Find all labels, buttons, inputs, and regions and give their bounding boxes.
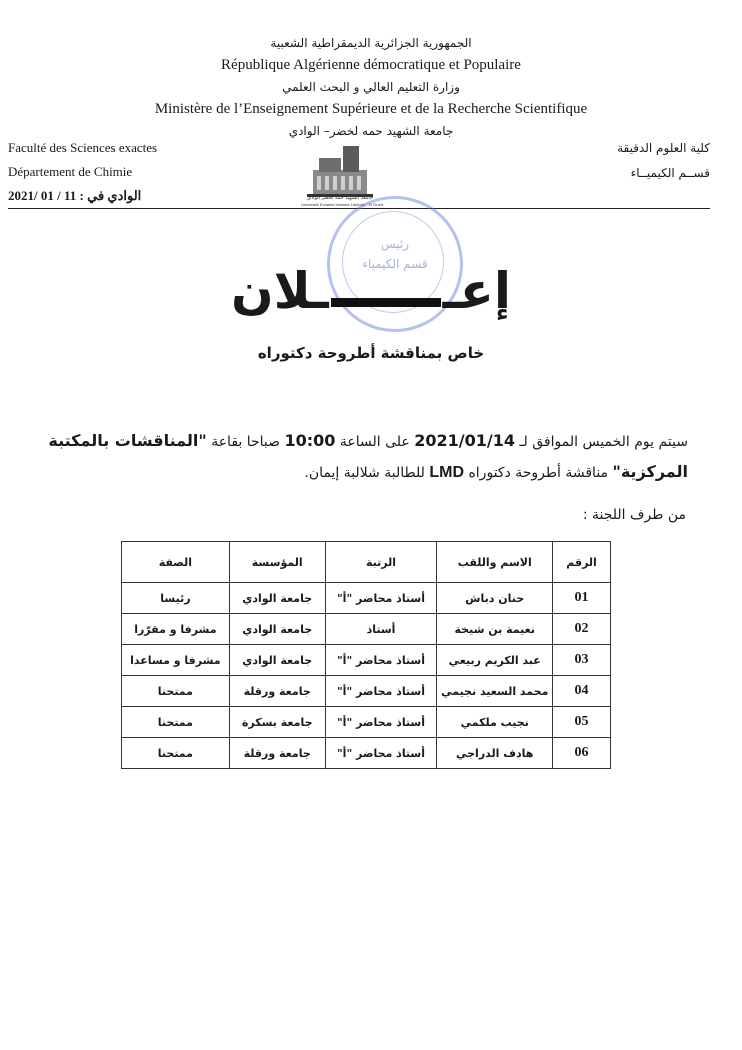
member-rank: أستاذ محاضر "أ": [325, 645, 437, 676]
body-intro: سيتم يوم الخميس الموافق لـ: [519, 434, 688, 450]
title-kashida: [331, 298, 441, 307]
body-at-time: على الساعة: [339, 434, 410, 450]
ministry-arabic: وزارة التعليم العالي و البحث العلمي: [282, 80, 460, 94]
committee-table-wrapper: [121, 541, 611, 769]
header-role: الصفة: [122, 542, 230, 583]
member-name: عبد الكريم ربيعي: [437, 645, 553, 676]
row-number: 06: [553, 738, 611, 769]
row-number: 03: [553, 645, 611, 676]
faculty-arabic: كلية العلوم الدقيقة: [617, 141, 710, 155]
logo-caption-arabic: جامعة الشهيد حمه لخضر الوادي: [306, 195, 374, 201]
member-name: محمد السعيد نجيمي: [437, 676, 553, 707]
header-rank: الرتبة: [325, 542, 437, 583]
member-role: مشرفا و مقرّرا: [122, 614, 230, 645]
member-institution: جامعة الوادي: [229, 583, 325, 614]
member-role: ممتحنا: [122, 738, 230, 769]
faculty-french: Faculté des Sciences exactes: [8, 140, 158, 155]
republic-french: République Algérienne démocratique et Populaire: [221, 57, 521, 73]
defense-date: 2021/01/14: [414, 431, 515, 450]
header-number: الرقم: [553, 542, 611, 583]
table-row: [122, 645, 611, 676]
lmd-label: LMD: [429, 464, 464, 481]
member-institution: جامعة ورقلة: [229, 738, 325, 769]
table-row: [122, 614, 611, 645]
member-rank: أستاذ محاضر "أ": [325, 707, 437, 738]
row-number: 01: [553, 583, 611, 614]
university-arabic: جامعة الشهيد حمه لخضر– الوادي: [288, 124, 454, 138]
member-rank: أستاذ: [325, 614, 437, 645]
row-number: 02: [553, 614, 611, 645]
city-date: الوادي في : 11 / 01 /2021: [8, 188, 142, 203]
member-name: هادف الدراجي: [437, 738, 553, 769]
header-name: الاسم واللقب: [437, 542, 553, 583]
ministry-french: Ministère de l’Enseignement Supérieure et de la Recherche Scientifique: [154, 101, 588, 117]
table-row: [122, 707, 611, 738]
student-name: للطالبة شلالبة إيمان.: [304, 465, 425, 481]
body-morning-hall: صباحا بقاعة: [211, 434, 281, 450]
header-institution: المؤسسة: [229, 542, 325, 583]
table-row: [122, 738, 611, 769]
member-role: رئيسا: [122, 583, 230, 614]
member-institution: جامعة ورقلة: [229, 676, 325, 707]
table-header-row: [122, 542, 611, 583]
department-french: Département de Chimie: [8, 164, 133, 179]
member-role: ممتحنا: [122, 707, 230, 738]
member-name: حنان دباش: [437, 583, 553, 614]
table-row: [122, 583, 611, 614]
defense-time: 10:00: [284, 431, 336, 450]
committee-intro: من طرف اللجنة :: [582, 507, 686, 523]
hall-name: "المناقشات بالمكتبة المركزية": [48, 431, 688, 481]
member-role: ممتحنا: [122, 676, 230, 707]
committee-table: [121, 541, 611, 769]
member-name: نعيمة بن شيخة: [437, 614, 553, 645]
member-name: نجيب ملكمي: [437, 707, 553, 738]
republic-arabic: الجمهورية الجزائرية الديمقراطية الشعبية: [270, 36, 472, 50]
row-number: 04: [553, 676, 611, 707]
member-institution: جامعة الوادي: [229, 645, 325, 676]
member-rank: أستاذ محاضر "أ": [325, 583, 437, 614]
announcement-title: [0, 262, 742, 320]
department-arabic: قســم الكيميــاء: [630, 166, 710, 180]
announcement-subtitle: خاص بمناقشة أطروحة دكتوراه: [257, 344, 485, 362]
stamp-line-1: رئيس: [380, 237, 410, 251]
member-institution: جامعة الوادي: [229, 614, 325, 645]
member-rank: أستاذ محاضر "أ": [325, 676, 437, 707]
row-number: 05: [553, 707, 611, 738]
stamp-line-2: قسم الكيمياء: [362, 257, 428, 271]
university-logo: [301, 140, 384, 208]
title-start: إعـ: [442, 262, 512, 320]
member-rank: أستاذ محاضر "أ": [325, 738, 437, 769]
title-end: ـلان: [230, 262, 329, 320]
announcement-body: [48, 426, 688, 488]
table-row: [122, 676, 611, 707]
body-defense: مناقشة أطروحة دكتوراه: [468, 465, 609, 481]
logo-caption-french: Université Echahid Hamma Lakhdar - El Oued: [301, 202, 384, 207]
member-role: مشرفا و مساعدا: [122, 645, 230, 676]
member-institution: جامعة بسكرة: [229, 707, 325, 738]
